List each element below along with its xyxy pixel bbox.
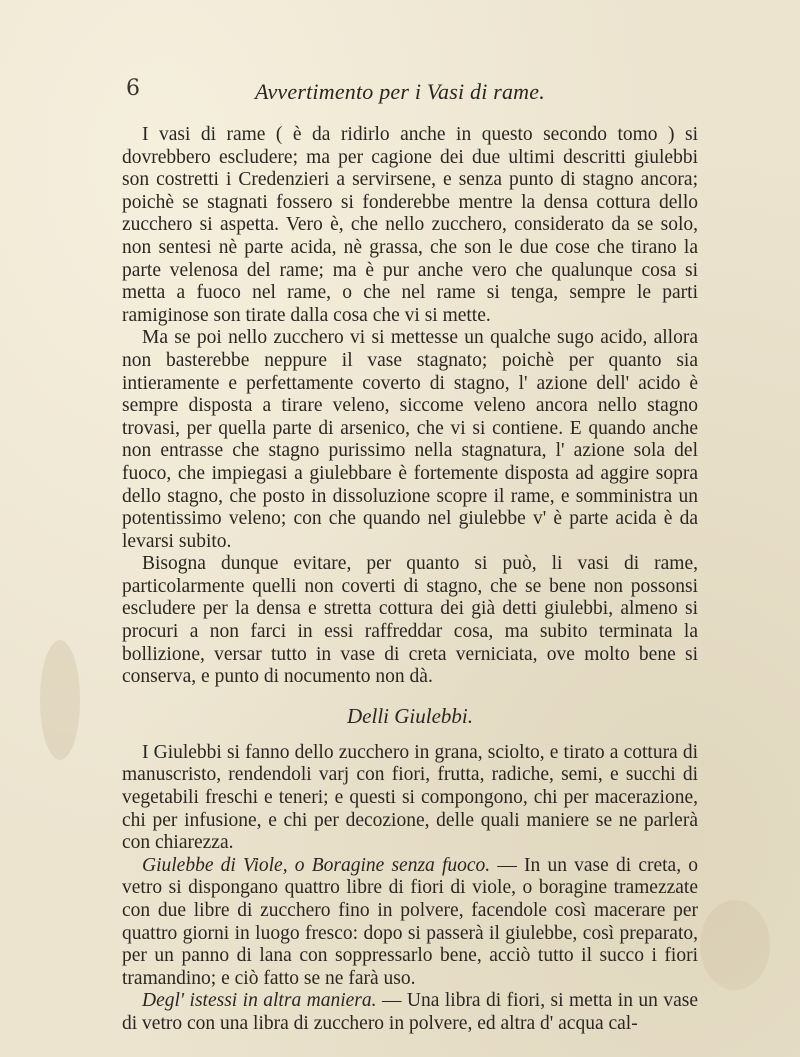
recipe-text: — Una libra di fiori, si metta in un vase di vetro con una libra di zucchero in polvere, ed altra d' acqua cal- bbox=[122, 990, 698, 1034]
paragraph-sugo-acido: Ma se poi nello zucchero vi si mettesse un qualche sugo acido, allora non basterebbe neppure il vase stagnato; poichè per quanto sia intieramente e perfettamente coverto di stagno, l' azione dell' acido è sempre disposta a tirare veleno, siccome veleno ancora nello stagno trovasi, per quella parte di arsenico, che vi si contiene. E quando anche non entrasse che stagno purissimo nella stagnatura, l' azione sola del fuoco, che impiegasi a giulebbare è fortemente disposta ad aggire sopra dello stagno, che posto in dissoluzione scopre il rame, e somministra un potentissimo veleno; con che quando nel giulebbe v' è parte acida è da levarsi subito. bbox=[122, 327, 698, 552]
recipe-viole-boragine bbox=[122, 855, 698, 991]
paragraph-evitare-rame: Bisogna dunque evitare, per quanto si può, li vasi di rame, particolarmente quelli non coverti di stagno, che se bene non possonsi escludere per la densa e stretta cottura dei già detti giulebbi, almeno si procuri a non farci in essi raffreddar cosa, ma subito terminata la bollizione, versar tutto in vase di creta verniciata, ove molto bene si conserva, e punto di nocumento non dà. bbox=[122, 553, 698, 688]
paragraph-giulebbi-intro: I Giulebbi si fanno dello zucchero in grana, sciolto, e tirato a cottura di manuscristo, rendendoli varj con fiori, frutta, radiche, semi, e succhi di vegetabili freschi e teneri; e questi si compongono, chi per macerazione, chi per infusione, e chi per decozione, delle quali maniere se ne parlerà con chiarezza. bbox=[122, 741, 698, 854]
running-title: Avvertimento per i Vasi di rame. bbox=[255, 79, 545, 104]
page-text bbox=[122, 124, 698, 1036]
section-title: Delli Giulebbi. bbox=[347, 703, 473, 728]
page-number: 6 bbox=[126, 76, 140, 101]
recipe-title: Degl' istessi in altra maniera. bbox=[142, 990, 377, 1012]
recipe-title: Giulebbe di Viole, o Boragine senza fuoco. bbox=[142, 854, 491, 876]
recipe-altra-maniera bbox=[122, 990, 698, 1035]
paper-stain bbox=[700, 900, 770, 990]
paragraph-vasi-rame: I vasi di rame ( è da ridirlo anche in questo secondo tomo ) si dovrebbero escludere; ma per cagione dei due ultimi descritti giulebbi son costretti i Credenzieri a servirsene, e senza punto di stagno ancora; poichè se stagnati fossero si fonderebbe mentre la densa cottura dello zucchero si aspetta. Vero è, che nello zucchero, considerato da se solo, non sentesi nè parte acida, nè grassa, che son le due cose che tirano la parte velenosa del rame; ma è pur anche vero che qualunque cosa si metta a fuoco nel rame, o che nel rame si tenga, sempre le parti ramiginose son tirate dalla cosa che vi si mette. bbox=[122, 124, 698, 326]
paper-stain bbox=[40, 640, 80, 760]
recipe-text: — In un vase di creta, o vetro si dispongano quattro libre di fiori di viole, o boragine tramezzate con due libre di zucchero fino in polvere, facendole così macerare per quattro giorni in luogo fresco: dopo si passerà il giulebbe, così preparato, per un panno di lana con soppressarlo bene, acciò tutto il succo i fiori tramandino; e ciò fatto se ne farà uso. bbox=[122, 854, 699, 989]
